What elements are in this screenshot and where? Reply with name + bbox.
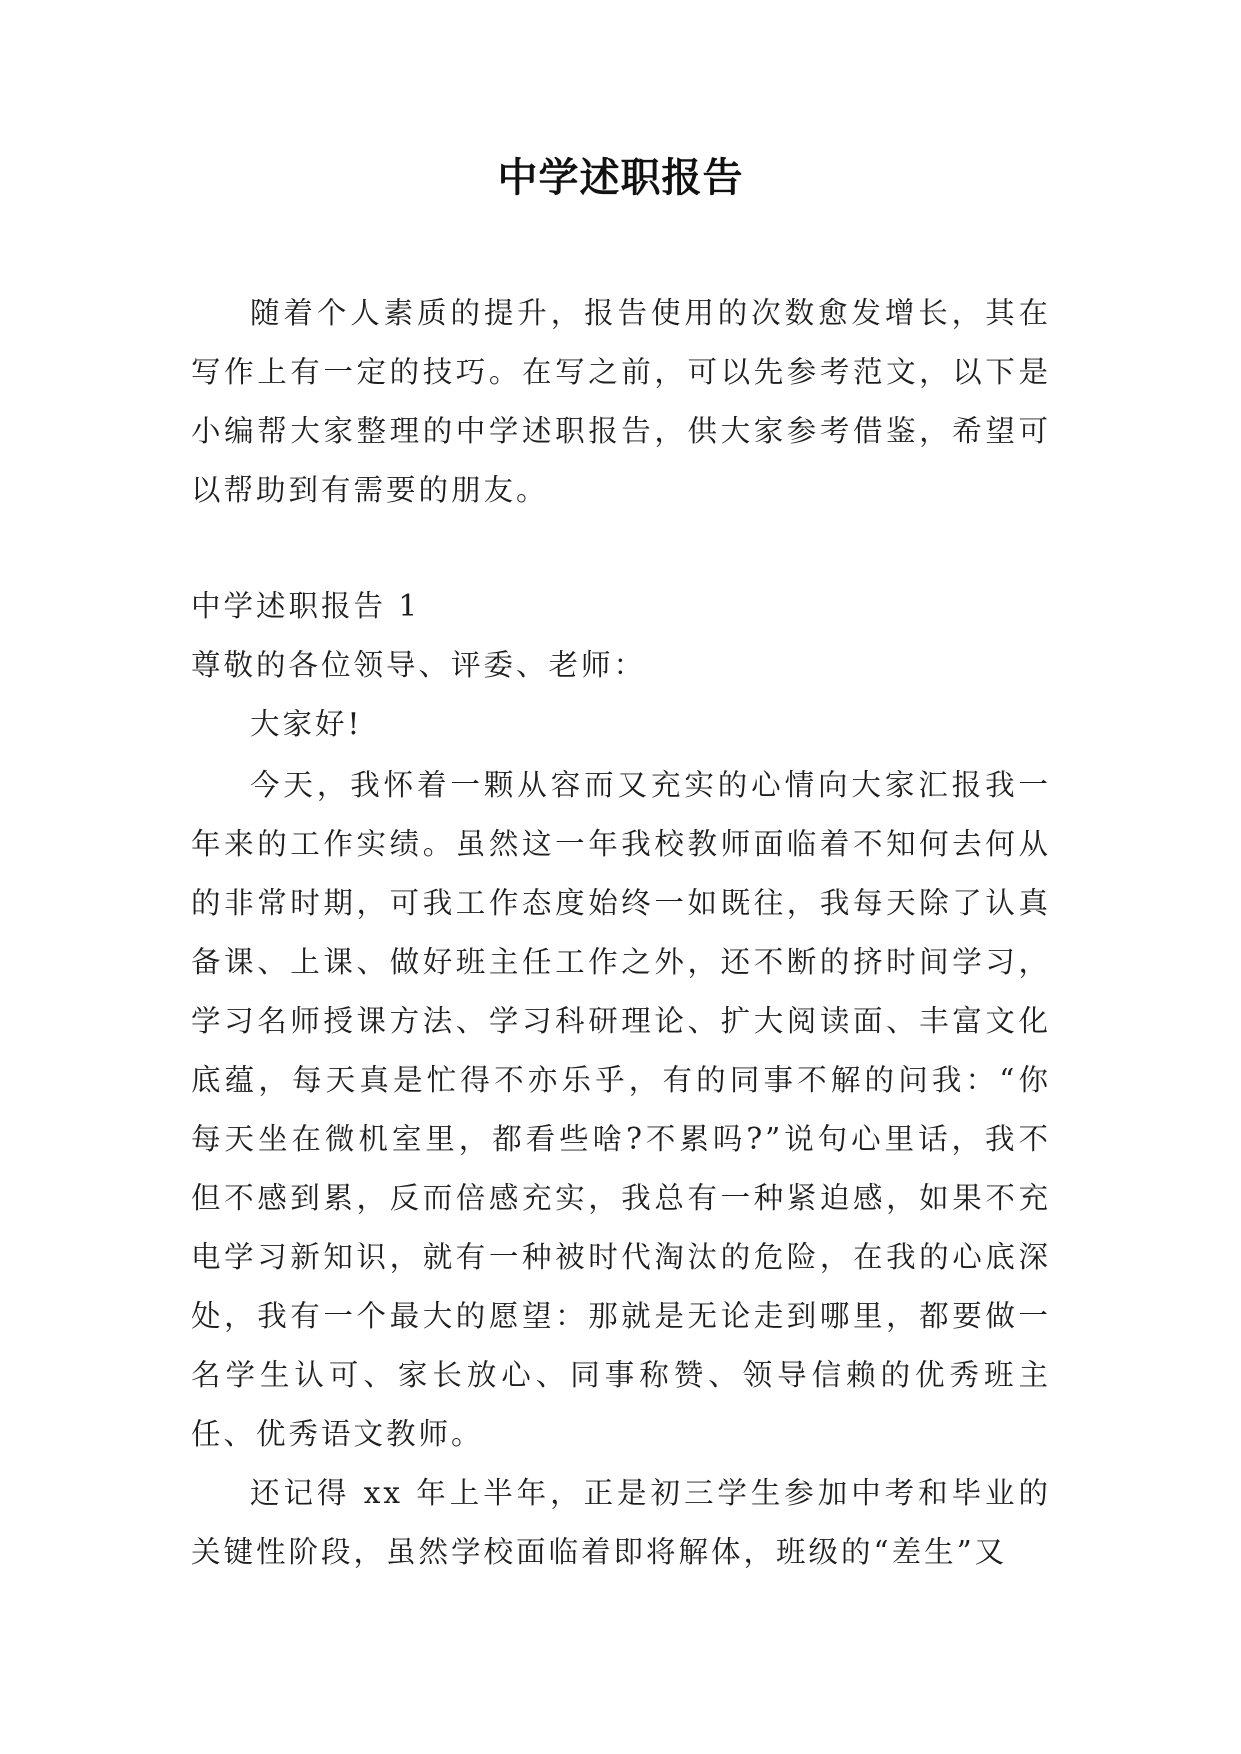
- section-heading: 中学述职报告 1: [191, 589, 421, 623]
- body-paragraph-1: 今天，我怀着一颗从容而又充实的心情向大家汇报我一年来的工作实绩。虽然这一年我校教师面临着不知何去何从的非常时期，可我工作态度始终一如既往，我每天除了认真备课、上课、做好班主任工作之外，还不断的挤时间学习，学习名师授课方法、学习科研理论、扩大阅读面、丰富文化底蕴，每天真是忙得不亦乐乎，有的同事不解的问我：“你每天坐在微机室里，都看些啥?不累吗?”说句心里话，我不但不感到累，反而倍感充实，我总有一种紧迫感，如果不充电学习新知识，就有一种被时代淘汰的危险，在我的心底深处，我有一个最大的愿望：那就是无论走到哪里，都要做一名学生认可、家长放心、同事称赞、领导信赖的优秀班主任、优秀语文教师。: [191, 768, 1051, 1451]
- document-title: 中学述职报告: [497, 155, 744, 201]
- greeting: 大家好!: [250, 707, 363, 741]
- intro-block: [191, 284, 1051, 520]
- intro-paragraph: 随着个人素质的提升，报告使用的次数愈发增长，其在写作上有一定的技巧。在写之前，可以先参考范文，以下是小编帮大家整理的中学述职报告，供大家参考借鉴，希望可以帮助到有需要的朋友。: [191, 296, 1051, 507]
- salutation: 尊敬的各位领导、评委、老师：: [191, 648, 647, 682]
- section-1-body: [191, 756, 1051, 1582]
- section-1-header: [191, 577, 1051, 754]
- body-paragraph-2: 还记得 xx 年上半年，正是初三学生参加中考和毕业的关键性阶段，虽然学校面临着即将解体，班级的“差生”又: [191, 1476, 1051, 1569]
